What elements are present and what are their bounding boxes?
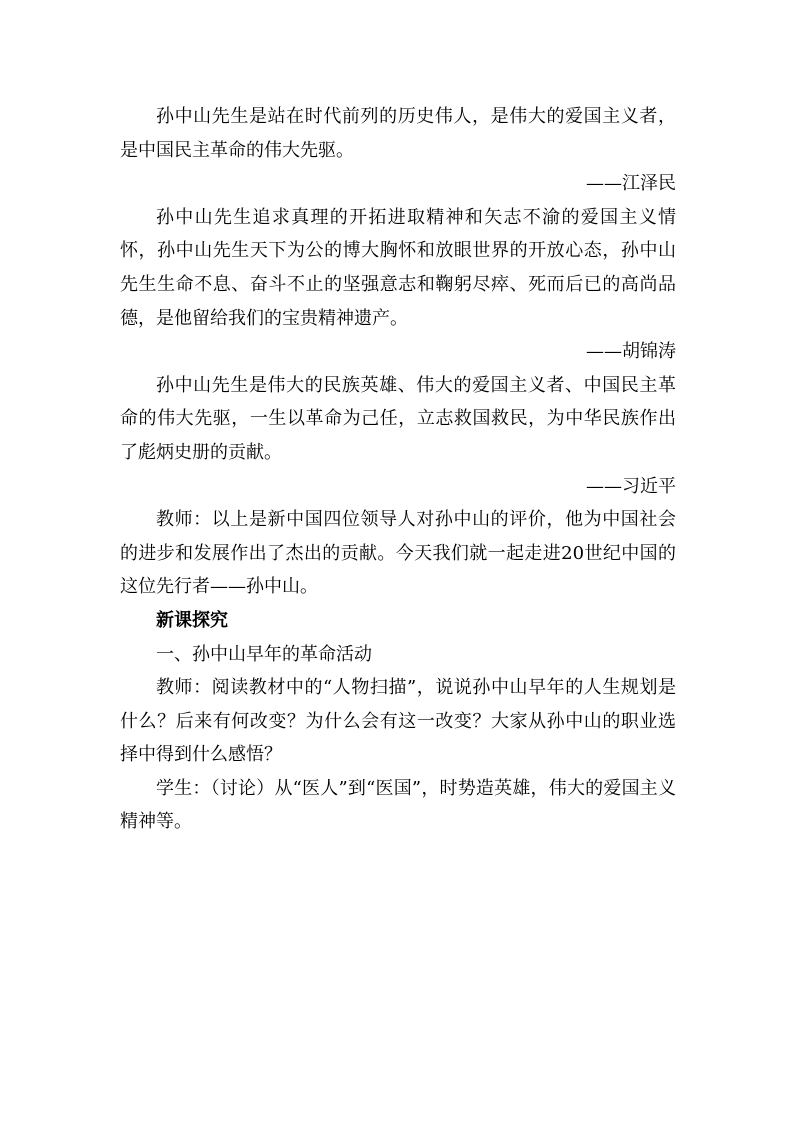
quote-hu-jintao: 孙中山先生追求真理的开拓进取精神和矢志不渝的爱国主义情怀，孙中山先生天下为公的博大胸怀和放眼世界的开放心态，孙中山先生生命不息、奋斗不止的坚强意志和鞠躬尽瘁、死而后已的高尚品德，是他留给我们的宝贵精神遗产。: [120, 206, 676, 329]
student-answer-paragraph: 学生：（讨论）从“医人”到“医国”，时势造英雄，伟大的爱国主义精神等。: [120, 777, 676, 833]
attribution-hu-jintao: ——胡锦涛: [586, 341, 676, 363]
attribution-jiang-zemin: ——江泽民: [586, 173, 676, 195]
document-body: [120, 100, 676, 839]
subsection-title: 一、孙中山早年的革命活动: [156, 643, 372, 665]
quote-jiang-zemin: 孙中山先生是站在时代前列的历史伟人，是伟大的爱国主义者，是中国民主革命的伟大先驱。: [120, 106, 676, 161]
teacher-question-paragraph: 教师：阅读教材中的“人物扫描”，说说孙中山早年的人生规划是什么？后来有何改变？为什么会有这一改变？大家从孙中山的职业选择中得到什么感悟？: [120, 677, 676, 766]
section-heading: 新课探究: [156, 609, 228, 631]
quote-xi-jinping: 孙中山先生是伟大的民族英雄、伟大的爱国主义者、中国民主革命的伟大先驱，一生以革命为己任，立志救国救民，为中华民族作出了彪炳史册的贡献。: [120, 374, 676, 463]
attribution-xi-jinping: ——习近平: [586, 475, 676, 497]
teacher-intro-paragraph: 教师：以上是新中国四位领导人对孙中山的评价，他为中国社会的进步和发展作出了杰出的贡献。今天我们就一起走进20世纪中国的这位先行者——孙中山。: [120, 509, 676, 598]
